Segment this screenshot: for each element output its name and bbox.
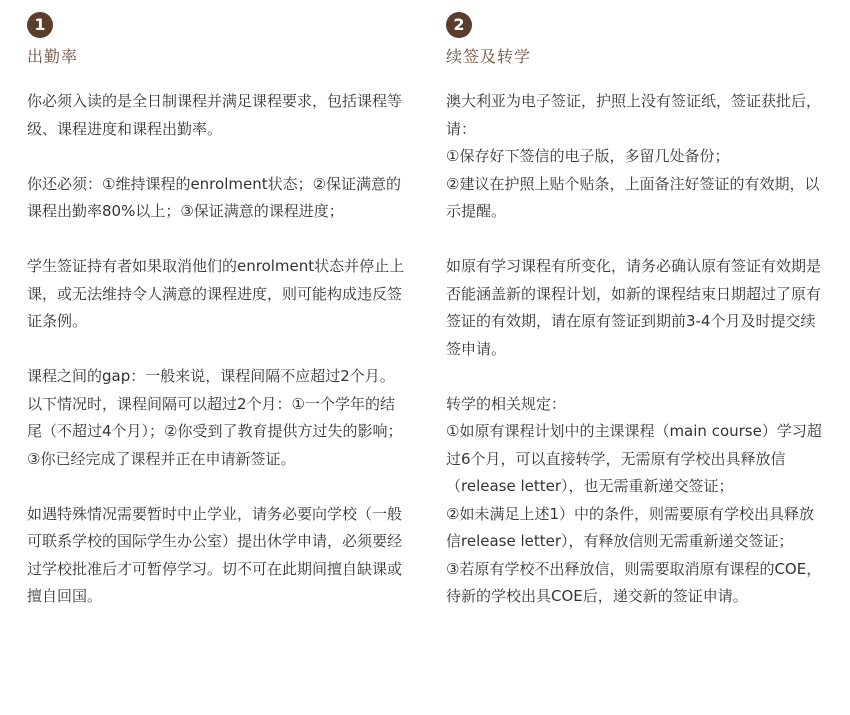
paragraph: 课程之间的gap：一般来说，课程间隔不应超过2个月。以下情况时，课程间隔可以超过2个月：①一个学年的结尾（不超过4个月）；②你受到了教育提供方过失的影响；③你已经完成了课程并正在申请新签证。 <box>27 367 403 468</box>
paragraph: 如遇特殊情况需要暂时中止学业，请务必要向学校（一般可联系学校的国际学生办公室）提出休学申请，必须要经过学校批准后才可暂停学习。切不可在此期间擅自缺课或擅自回国。 <box>27 504 403 605</box>
paragraph: 转学的相关规定： <box>446 394 567 413</box>
paragraph: 如原有学习课程有所变化，请务必确认原有签证有效期是否能涵盖新的课程计划，如新的课程结束日期超过了原有签证的有效期，请在原有签证到期前3-4个月及时提交续签申请。 <box>446 257 822 358</box>
paragraph: ②如未满足上述1）中的条件，则需要原有学校出具释放信release letter），有释放信则无需重新递交签证； <box>446 504 814 550</box>
section-content <box>446 88 826 611</box>
section-title: 续签及转学 <box>446 47 532 66</box>
section-renewal-transfer <box>446 12 826 611</box>
paragraph: ①保存好下签信的电子版，多留几处备份； <box>446 147 730 165</box>
paragraph: ③若原有学校不出释放信，则需要取消原有课程的COE，待新的学校出具COE后，递交新的签证申请。 <box>446 559 822 605</box>
section-number-badge: 1 <box>27 12 53 38</box>
section-attendance <box>27 12 407 611</box>
section-title: 出勤率 <box>27 47 79 66</box>
paragraph: 澳大利亚为电子签证，护照上没有签证纸，签证获批后，请： <box>446 92 822 138</box>
paragraph: 你还必须：①维持课程的enrolment状态；②保证满意的课程出勤率80%以上；③保证满意的课程进度； <box>27 174 402 220</box>
paragraph: 学生签证持有者如果取消他们的enrolment状态并停止上课，或无法维持令人满意的课程进度，则可能构成违反签证条例。 <box>27 257 405 330</box>
section-content <box>27 88 407 611</box>
paragraph: ①如原有课程计划中的主课课程（main course）学习超过6个月，可以直接转学，无需原有学校出具释放信（release letter），也无需重新递交签证； <box>446 422 822 495</box>
section-number-badge: 2 <box>446 12 472 38</box>
paragraph: ②建议在护照上贴个贴条，上面备注好签证的有效期，以示提醒。 <box>446 174 820 220</box>
paragraph: 你必须入读的是全日制课程并满足课程要求，包括课程等级、课程进度和课程出勤率。 <box>27 92 403 138</box>
